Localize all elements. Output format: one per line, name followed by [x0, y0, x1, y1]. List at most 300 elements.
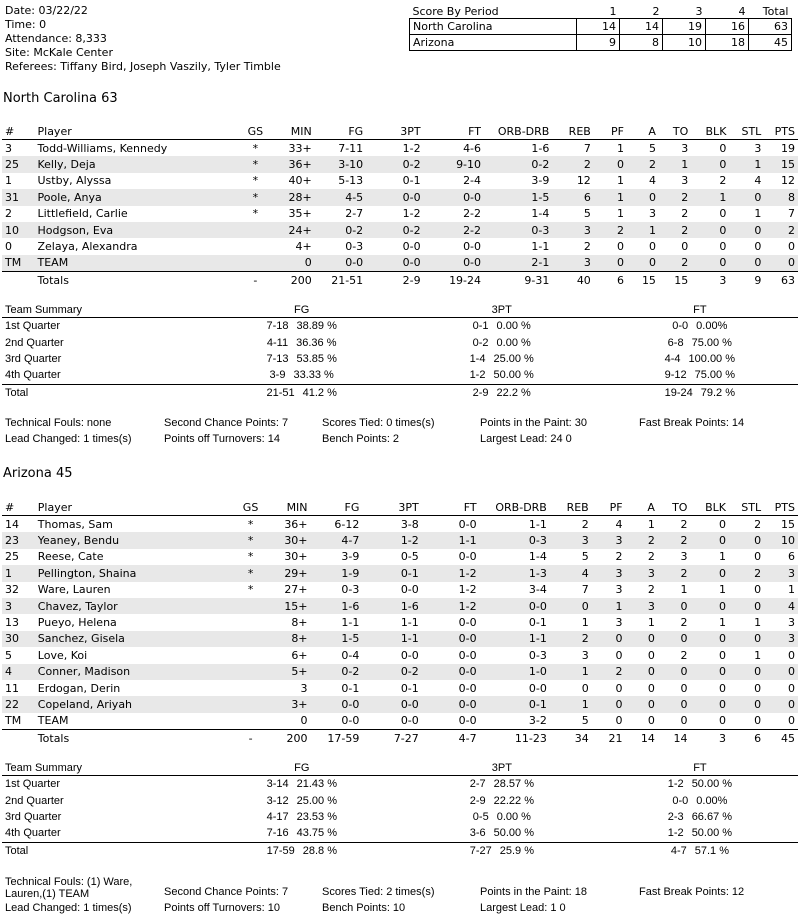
summary-label: 1st Quarter	[5, 320, 61, 333]
cell-assists: 0	[648, 240, 656, 254]
cell-turnovers: 2	[658, 532, 691, 548]
cell-personal-fouls: 0	[615, 648, 623, 662]
summary-fg-made-attempted: 21-51	[266, 386, 295, 399]
cell-rebounds: 1	[581, 616, 589, 630]
summary-quarter-row	[2, 809, 798, 825]
cell-blocks: 1	[691, 189, 729, 205]
cell-blocks: 2	[719, 174, 727, 188]
summary-three-pt-made-attempted: 2-7	[469, 778, 486, 791]
game-date: Date: 03/22/22	[5, 4, 88, 17]
cell-field-goals: 5-13	[338, 174, 364, 188]
totals-row	[2, 730, 798, 747]
total-games-started: -	[238, 272, 273, 289]
score-team-name: North Carolina	[410, 19, 577, 35]
cell-points: 7	[788, 207, 795, 221]
cell-assists: 1	[627, 222, 659, 238]
column-header-field-goals: FG	[311, 500, 363, 516]
fast-break-points: Fast Break Points: 14	[639, 417, 745, 429]
cell-blocks: 0	[719, 240, 727, 254]
cell-jersey-number: 10	[2, 222, 35, 238]
cell-turnovers: 2	[659, 189, 691, 205]
player-row	[2, 598, 798, 614]
total-steals: 6	[729, 730, 764, 747]
summary-quarter-row	[2, 825, 798, 842]
period-header: 4	[738, 4, 746, 18]
cell-games-started	[233, 696, 269, 712]
cell-rebounds: 3	[552, 255, 593, 272]
total-rebounds-split: 11-23	[480, 730, 550, 747]
cell-rebounds-split: 1-5	[484, 189, 552, 205]
cell-rebounds-split: 1-4	[531, 207, 550, 221]
cell-minutes: 8+	[291, 616, 308, 630]
cell-games-started: *	[247, 550, 254, 564]
summary-ft	[602, 825, 798, 842]
summary-three-pt-made-attempted: 0-5	[472, 810, 489, 823]
cell-games-started: *	[247, 583, 254, 597]
summary-three-pt	[402, 842, 602, 859]
cell-points: 3	[764, 631, 798, 647]
cell-personal-fouls: 1	[616, 174, 624, 188]
cell-minutes: 36+	[273, 156, 315, 172]
cell-player-name: Chavez, Taylor	[35, 598, 233, 614]
lead-changed: Lead Changed: 1 times(s)	[5, 902, 132, 914]
cell-games-started	[233, 614, 269, 630]
cell-rebounds-split: 0-0	[528, 681, 547, 695]
period-header: 2	[652, 4, 660, 18]
cell-personal-fouls: 4	[615, 517, 623, 531]
cell-field-goals: 4-7	[311, 532, 363, 548]
summary-fg-pct: 28.8 %	[302, 844, 337, 857]
cell-minutes: 24+	[273, 222, 315, 238]
summary-quarter-row	[2, 318, 798, 335]
period-header: Total	[762, 4, 789, 18]
second-chance-points: Second Chance Points: 7	[164, 886, 289, 898]
summary-fg-pct: 36.36 %	[296, 336, 337, 349]
period-score: 10	[663, 35, 706, 51]
summary-three-pt-pct: 0.00 %	[496, 320, 531, 333]
cell-assists: 1	[647, 517, 655, 531]
period-header: 1	[609, 4, 617, 18]
cell-assists: 3	[626, 565, 658, 581]
cell-assists: 0	[626, 631, 658, 647]
total-jersey-number	[2, 272, 35, 289]
player-row	[2, 631, 798, 647]
player-row	[2, 713, 798, 730]
summary-three-pt-made-attempted: 3-6	[469, 827, 486, 840]
cell-blocks: 0	[690, 696, 729, 712]
period-score: 14	[577, 19, 620, 35]
period-score: 19	[663, 19, 706, 35]
cell-rebounds-split: 1-4	[528, 550, 547, 564]
cell-steals: 2	[729, 565, 764, 581]
cell-steals: 0	[729, 696, 764, 712]
summary-fg-pct: 41.2 %	[302, 386, 337, 399]
cell-rebounds-split: 1-0	[480, 664, 550, 680]
cell-assists: 4	[648, 174, 656, 188]
player-row	[2, 173, 798, 189]
cell-three-pointers: 1-2	[402, 141, 421, 155]
summary-quarter-row	[2, 776, 798, 793]
summary-fg-made-attempted: 7-18	[266, 320, 289, 333]
cell-player-name: Copeland, Ariyah	[35, 696, 233, 712]
cell-field-goals: 0-4	[341, 648, 360, 662]
game-referees: Referees: Tiffany Bird, Joseph Vaszily, Tyler Timble	[5, 60, 281, 73]
total-rebounds-split: 9-31	[484, 272, 552, 289]
cell-jersey-number: 32	[5, 583, 19, 597]
cell-games-started	[238, 238, 273, 254]
summary-label: 2nd Quarter	[5, 336, 64, 349]
cell-three-pointers: 3-8	[400, 517, 419, 531]
cell-rebounds-split: 2-1	[484, 255, 552, 272]
total-steals: 9	[729, 272, 764, 289]
cell-rebounds: 2	[583, 240, 591, 254]
score-by-period-table	[409, 4, 792, 51]
cell-minutes: 0	[300, 714, 308, 728]
cell-blocks: 0	[690, 598, 729, 614]
cell-rebounds: 3	[550, 532, 592, 548]
cell-minutes: 30+	[268, 532, 310, 548]
summary-fg	[202, 792, 402, 808]
summary-fg-made-attempted: 3-14	[266, 778, 289, 791]
cell-games-started	[233, 664, 269, 680]
total-score: 63	[749, 19, 792, 35]
player-row	[2, 565, 798, 581]
summary-fg-pct: 38.89 %	[296, 320, 337, 333]
cell-minutes: 36+	[284, 517, 308, 531]
player-row	[2, 680, 798, 696]
cell-field-goals: 0-2	[311, 664, 363, 680]
summary-three-pt	[402, 776, 602, 793]
cell-games-started: *	[252, 141, 259, 155]
cell-points: 4	[764, 598, 798, 614]
player-row	[2, 582, 798, 598]
cell-three-pointers: 0-0	[362, 696, 421, 712]
cell-jersey-number: 0	[5, 240, 12, 254]
player-row	[2, 189, 798, 205]
player-row	[2, 664, 798, 680]
points-in-paint: Points in the Paint: 30	[480, 417, 588, 429]
column-header-assists: A	[627, 124, 659, 140]
cell-free-throws: 1-1	[422, 532, 480, 548]
summary-three-pt-made-attempted: 2-9	[472, 386, 489, 399]
summary-three-pt-made-attempted: 0-2	[472, 336, 489, 349]
column-header-jersey-number: #	[2, 124, 35, 140]
summary-quarter-row	[2, 351, 798, 367]
cell-points: 15	[764, 156, 798, 172]
summary-header: 3PT	[402, 761, 602, 776]
summary-label: 3rd Quarter	[5, 352, 62, 365]
cell-turnovers: 0	[658, 696, 691, 712]
summary-fg-made-attempted: 7-16	[266, 827, 289, 840]
cell-points: 8	[764, 189, 798, 205]
cell-player-name: Conner, Madison	[35, 664, 233, 680]
summary-three-pt-made-attempted: 2-9	[469, 794, 486, 807]
game-attendance: Attendance: 8,333	[5, 32, 107, 45]
total-turnovers: 14	[658, 730, 691, 747]
summary-label: 3rd Quarter	[5, 810, 62, 823]
column-header-player-name: Player	[35, 500, 233, 516]
column-header-assists: A	[626, 500, 658, 516]
cell-jersey-number: 30	[2, 631, 35, 647]
cell-turnovers: 2	[680, 648, 688, 662]
cell-personal-fouls: 0	[592, 631, 626, 647]
summary-three-pt-pct: 22.22 %	[493, 794, 535, 807]
cell-assists: 3	[648, 207, 656, 221]
fast-break-points: Fast Break Points: 12	[639, 886, 745, 898]
score-by-period-header	[410, 4, 792, 19]
cell-jersey-number: 31	[2, 189, 35, 205]
game-time: Time: 0	[5, 18, 47, 31]
cell-turnovers: 2	[659, 222, 691, 238]
cell-minutes: 15+	[268, 598, 310, 614]
period-score: 8	[620, 35, 663, 51]
cell-turnovers: 3	[681, 174, 689, 188]
cell-assists: 2	[647, 583, 655, 597]
summary-fg-made-attempted: 7-13	[266, 352, 289, 365]
summary-fg	[202, 842, 402, 859]
cell-games-started: *	[252, 174, 259, 188]
cell-three-pointers: 0-2	[366, 156, 423, 172]
cell-player-name: Ustby, Alyssa	[37, 174, 112, 188]
cell-rebounds-split: 1-1	[480, 631, 550, 647]
cell-field-goals: 3-10	[315, 156, 366, 172]
total-turnovers: 15	[659, 272, 691, 289]
cell-assists: 0	[626, 696, 658, 712]
cell-minutes: 3	[300, 681, 308, 695]
cell-player-name: Pellington, Shaina	[35, 565, 233, 581]
total-points: 63	[764, 272, 798, 289]
summary-ft	[602, 351, 798, 367]
cell-free-throws: 0-0	[458, 714, 477, 728]
cell-jersey-number: 3	[5, 141, 12, 155]
column-header-rebounds: REB	[552, 124, 593, 140]
column-header-free-throws: FT	[424, 124, 484, 140]
cell-turnovers: 2	[680, 616, 688, 630]
cell-blocks: 0	[690, 565, 729, 581]
cell-games-started	[233, 631, 269, 647]
column-header-turnovers: TO	[659, 124, 691, 140]
cell-free-throws: 1-2	[458, 583, 477, 597]
cell-blocks: 0	[718, 714, 726, 728]
cell-steals: 0	[754, 681, 762, 695]
cell-games-started: *	[238, 189, 273, 205]
cell-three-pointers: 0-1	[362, 565, 421, 581]
summary-three-pt	[402, 792, 602, 808]
cell-blocks: 0	[690, 532, 729, 548]
summary-ft-made-attempted: 1-2	[667, 778, 684, 791]
cell-rebounds: 4	[550, 565, 592, 581]
summary-three-pt	[402, 318, 602, 335]
cell-player-name: Kelly, Deja	[35, 156, 238, 172]
summary-ft-pct: 50.00 %	[691, 778, 733, 791]
cell-rebounds: 1	[550, 664, 592, 680]
summary-fg	[202, 318, 402, 335]
summary-quarter-row	[2, 334, 798, 350]
scores-tied: Scores Tied: 0 times(s)	[322, 417, 435, 429]
cell-free-throws: 2-2	[463, 207, 482, 221]
cell-player-name: Sanchez, Gisela	[35, 631, 233, 647]
cell-points: 6	[788, 550, 795, 564]
summary-header-row	[2, 303, 798, 318]
points-off-turnovers: Points off Turnovers: 14	[164, 433, 280, 445]
summary-fg	[202, 351, 402, 367]
scores-tied: Scores Tied: 2 times(s)	[322, 886, 435, 898]
column-header-three-pointers: 3PT	[362, 500, 421, 516]
summary-ft	[602, 776, 798, 793]
cell-three-pointers: 0-2	[362, 664, 421, 680]
total-blocks: 3	[691, 272, 729, 289]
cell-turnovers: 1	[680, 583, 688, 597]
cell-three-pointers: 1-2	[402, 207, 421, 221]
summary-three-pt	[402, 384, 602, 401]
cell-steals: 0	[754, 714, 762, 728]
cell-rebounds: 2	[552, 156, 593, 172]
period-score: 18	[706, 35, 749, 51]
column-header-jersey-number: #	[2, 500, 35, 516]
total-score: 45	[749, 35, 792, 51]
cell-free-throws: 1-2	[422, 565, 480, 581]
cell-jersey-number: 11	[5, 681, 19, 695]
cell-rebounds-split: 0-3	[480, 532, 550, 548]
cell-field-goals: 3-9	[341, 550, 360, 564]
cell-turnovers: 0	[680, 714, 688, 728]
cell-field-goals: 1-5	[311, 631, 363, 647]
cell-rebounds-split: 1-6	[531, 141, 550, 155]
summary-three-pt	[402, 351, 602, 367]
cell-rebounds: 2	[550, 631, 592, 647]
summary-label: 1st Quarter	[5, 778, 61, 791]
cell-points: 12	[781, 174, 795, 188]
cell-rebounds: 6	[552, 189, 593, 205]
column-header-blocks: BLK	[691, 124, 729, 140]
cell-rebounds-split: 1-3	[480, 565, 550, 581]
cell-three-pointers: 0-0	[400, 714, 419, 728]
cell-blocks: 0	[719, 141, 727, 155]
summary-fg	[202, 825, 402, 842]
cell-rebounds-split: 3-2	[528, 714, 547, 728]
cell-player-name: Hodgson, Eva	[35, 222, 238, 238]
second-chance-points: Second Chance Points: 7	[164, 417, 289, 429]
cell-turnovers: 0	[680, 681, 688, 695]
cell-games-started: *	[233, 532, 269, 548]
cell-blocks: 0	[691, 222, 729, 238]
bench-points: Bench Points: 2	[322, 433, 400, 445]
summary-fg-pct: 43.75 %	[296, 827, 337, 840]
cell-jersey-number: TM	[5, 714, 22, 728]
cell-games-started	[238, 222, 273, 238]
cell-games-started: *	[252, 207, 259, 221]
cell-three-pointers: 0-1	[400, 681, 419, 695]
cell-points: 0	[788, 240, 795, 254]
cell-field-goals: 0-3	[345, 240, 364, 254]
cell-rebounds: 2	[581, 517, 589, 531]
cell-player-name: Pueyo, Helena	[37, 616, 117, 630]
summary-three-pt-made-attempted: 1-2	[469, 369, 486, 382]
summary-three-pt-pct: 22.2 %	[496, 386, 531, 399]
total-field-goals: 17-59	[311, 730, 363, 747]
cell-assists: 2	[647, 550, 655, 564]
cell-turnovers: 2	[681, 207, 689, 221]
cell-turnovers: 0	[658, 598, 691, 614]
cell-player-name: Love, Koi	[37, 648, 88, 662]
cell-steals: 2	[754, 517, 762, 531]
summary-three-pt-made-attempted: 1-4	[469, 352, 486, 365]
column-header-rebounds-split: ORB-DRB	[480, 500, 550, 516]
cell-assists: 0	[627, 189, 659, 205]
summary-fg	[202, 809, 402, 825]
cell-three-pointers: 0-0	[400, 583, 419, 597]
period-score: 14	[620, 19, 663, 35]
box-header-row	[2, 124, 798, 140]
period-score: 16	[706, 19, 749, 35]
cell-jersey-number: 13	[5, 616, 19, 630]
total-three-pointers: 7-27	[362, 730, 421, 747]
cell-field-goals: 0-1	[341, 681, 360, 695]
cell-assists: 3	[626, 598, 658, 614]
cell-free-throws: 0-0	[458, 517, 477, 531]
cell-jersey-number: 2	[5, 207, 12, 221]
total-blocks: 3	[690, 730, 729, 747]
cell-field-goals: 0-0	[315, 255, 366, 272]
cell-rebounds: 7	[581, 583, 589, 597]
box-score-north-carolina	[2, 124, 798, 289]
cell-blocks: 1	[718, 616, 726, 630]
largest-lead: Largest Lead: 24 0	[480, 433, 572, 445]
cell-rebounds: 3	[581, 648, 589, 662]
cell-blocks: 0	[718, 517, 726, 531]
summary-label: 4th Quarter	[5, 369, 61, 382]
cell-assists: 2	[626, 532, 658, 548]
team-summary-north-carolina	[2, 303, 798, 401]
cell-turnovers: 2	[659, 255, 691, 272]
player-row	[2, 206, 798, 222]
cell-free-throws: 0-0	[424, 255, 484, 272]
cell-free-throws: 0-0	[458, 550, 477, 564]
cell-personal-fouls: 3	[592, 565, 626, 581]
cell-free-throws: 1-2	[422, 598, 480, 614]
cell-points: 0	[764, 255, 798, 272]
total-player-name: Totals	[35, 272, 238, 289]
cell-blocks: 0	[719, 207, 727, 221]
player-row	[2, 156, 798, 172]
summary-ft-made-attempted: 9-12	[664, 369, 687, 382]
cell-personal-fouls: 3	[592, 532, 626, 548]
summary-label: 2nd Quarter	[5, 794, 64, 807]
summary-fg-made-attempted: 17-59	[266, 844, 295, 857]
cell-turnovers: 3	[680, 550, 688, 564]
cell-rebounds-split: 0-2	[484, 156, 552, 172]
cell-personal-fouls: 0	[594, 255, 627, 272]
game-site: Site: McKale Center	[5, 46, 113, 59]
player-row	[2, 222, 798, 238]
cell-rebounds: 5	[581, 714, 589, 728]
summary-label: 4th Quarter	[5, 827, 61, 840]
points-off-turnovers: Points off Turnovers: 10	[164, 902, 280, 914]
box-score-arizona	[2, 500, 798, 746]
cell-jersey-number: 25	[2, 156, 35, 172]
cell-assists: 0	[626, 664, 658, 680]
summary-fg-pct: 23.53 %	[296, 810, 337, 823]
summary-ft-pct: 100.00 %	[688, 352, 736, 365]
cell-jersey-number: 3	[2, 598, 35, 614]
cell-jersey-number: TM	[2, 255, 35, 272]
score-row-north-carolina	[410, 19, 792, 35]
cell-steals: 0	[729, 631, 764, 647]
cell-player-name: Yeaney, Bendu	[35, 532, 233, 548]
summary-ft-pct: 79.2 %	[700, 386, 736, 399]
cell-personal-fouls: 1	[616, 141, 624, 155]
summary-fg-pct: 53.85 %	[296, 352, 337, 365]
